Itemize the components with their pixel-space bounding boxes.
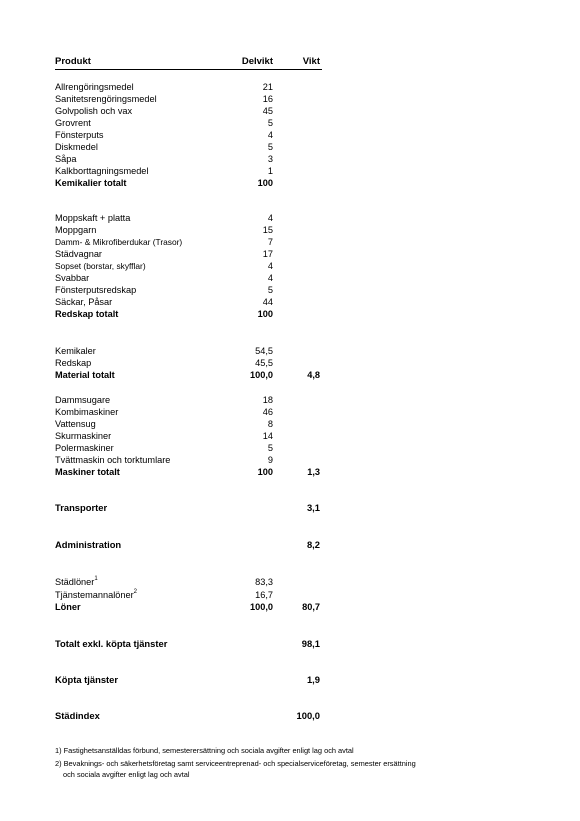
row-name: Maskiner totalt xyxy=(55,467,120,477)
row-delvikt: 45,5 xyxy=(255,358,273,368)
row-name: Skurmaskiner xyxy=(55,431,112,441)
row-name: Kemikaler xyxy=(55,346,96,356)
table-row xyxy=(0,272,580,284)
table-row xyxy=(0,442,580,454)
row-delvikt: 100 xyxy=(257,178,273,188)
column-header-produkt: Produkt xyxy=(55,56,91,67)
footnote-marker: 1 xyxy=(94,575,98,582)
column-header-delvikt: Delvikt xyxy=(241,56,273,67)
row-name: Fönsterputsredskap xyxy=(55,285,137,295)
row-name: Löner xyxy=(55,602,81,612)
row-delvikt: 5 xyxy=(267,285,273,295)
table-row xyxy=(0,117,580,129)
row-delvikt: 8 xyxy=(267,419,273,429)
table-row xyxy=(0,165,580,177)
row-name: Tjänstemannalöner$^2$ xyxy=(55,588,137,600)
table-row xyxy=(0,394,580,406)
table-row xyxy=(0,454,580,466)
footnote-2-continued: och sociala avgifter enligt lag och avtal xyxy=(63,770,190,779)
total-row-redskap xyxy=(0,308,580,320)
row-delvikt: 18 xyxy=(262,395,273,405)
table-row xyxy=(0,105,580,117)
total-row-kemikalier xyxy=(0,177,580,189)
table-row xyxy=(0,430,580,442)
table-row xyxy=(0,357,580,369)
row-delvikt: 100,0 xyxy=(250,370,273,380)
row-delvikt: 4 xyxy=(267,261,273,271)
table-row xyxy=(0,236,580,248)
row-name: Totalt exkl. köpta tjänster xyxy=(55,638,168,649)
row-delvikt: 100 xyxy=(257,467,273,477)
row-name: Sanitetsrengöringsmedel xyxy=(55,94,157,104)
row-delvikt: 3 xyxy=(267,154,273,164)
table-row xyxy=(0,345,580,357)
row-delvikt: 83,3 xyxy=(255,577,273,587)
row-name: Svabbar xyxy=(55,273,90,283)
table-row xyxy=(0,589,580,601)
row-name: Redskap xyxy=(55,358,92,368)
row-delvikt: 1 xyxy=(267,166,273,176)
table-row xyxy=(0,260,580,272)
row-vikt: 1,9 xyxy=(306,674,320,685)
row-delvikt: 5 xyxy=(267,142,273,152)
row-delvikt: 4 xyxy=(267,213,273,223)
row-name: Dammsugare xyxy=(55,395,111,405)
footnote-marker: 2 xyxy=(133,588,137,595)
table-row xyxy=(0,406,580,418)
row-name: Transporter xyxy=(55,502,108,513)
row-name: Allrengöringsmedel xyxy=(55,82,134,92)
table-row xyxy=(0,418,580,430)
row-delvikt: 14 xyxy=(262,431,273,441)
row-delvikt: 44 xyxy=(262,297,273,307)
row-name: Golvpolish och vax xyxy=(55,106,133,116)
row-name: Städvagnar xyxy=(55,249,102,259)
row-name: Såpa xyxy=(55,154,77,164)
row-delvikt: 5 xyxy=(267,118,273,128)
row-kopta-tjanster xyxy=(0,674,580,686)
row-vikt: 4,8 xyxy=(307,370,320,380)
table-row xyxy=(0,93,580,105)
row-name: Diskmedel xyxy=(55,142,98,152)
row-name: Tvättmaskin och torktumlare xyxy=(55,455,171,465)
table-row xyxy=(0,153,580,165)
row-delvikt: 17 xyxy=(262,249,273,259)
table-row xyxy=(0,129,580,141)
row-vikt: 1,3 xyxy=(307,467,320,477)
row-vikt: 80,7 xyxy=(302,602,320,612)
table-row xyxy=(0,81,580,93)
row-delvikt: 45 xyxy=(262,106,273,116)
row-name: Moppskaft + platta xyxy=(55,213,131,223)
row-name: Vattensug xyxy=(55,419,96,429)
row-name: Säckar, Påsar xyxy=(55,297,113,307)
row-name: Städindex xyxy=(55,710,100,721)
row-delvikt: 100 xyxy=(257,309,273,319)
row-name: Damm- & Mikrofiberdukar (Trasor) xyxy=(55,237,183,247)
row-vikt: 8,2 xyxy=(306,539,320,550)
table-row xyxy=(0,141,580,153)
row-stadindex xyxy=(0,710,580,722)
row-delvikt: 21 xyxy=(262,82,273,92)
row-name: Fönsterputs xyxy=(55,130,104,140)
total-row-maskiner xyxy=(0,466,580,478)
row-delvikt: 5 xyxy=(267,443,273,453)
total-row-loner xyxy=(0,601,580,613)
row-totalt-exkl xyxy=(0,638,580,650)
table-row xyxy=(0,576,580,588)
row-transporter xyxy=(0,502,580,514)
row-delvikt: 4 xyxy=(267,273,273,283)
row-name: Sopset (borstar, skyfflar) xyxy=(55,261,146,271)
row-delvikt: 4 xyxy=(267,130,273,140)
footnote-1: 1) Fastighetsanställdas förbund, semesterersättning och sociala avgifter enligt lag och avtal xyxy=(55,746,354,755)
row-vikt: 100,0 xyxy=(296,710,320,721)
row-name: Städlöner$^1$ xyxy=(55,575,98,587)
column-header-vikt: Vikt xyxy=(302,56,320,67)
row-delvikt: 7 xyxy=(267,237,273,247)
row-name: Kemikalier totalt xyxy=(55,178,127,188)
total-row-material xyxy=(0,369,580,381)
header-underline xyxy=(55,69,322,70)
row-delvikt: 15 xyxy=(262,225,273,235)
row-vikt: 3,1 xyxy=(306,502,320,513)
row-delvikt: 100,0 xyxy=(250,602,273,612)
table-row xyxy=(0,212,580,224)
row-name: Kalkborttagningsmedel xyxy=(55,166,149,176)
row-name: Köpta tjänster xyxy=(55,674,119,685)
row-vikt: 98,1 xyxy=(301,638,320,649)
row-delvikt: 16 xyxy=(262,94,273,104)
row-delvikt: 46 xyxy=(262,407,273,417)
table-row xyxy=(0,284,580,296)
footnote-2: 2) Bevaknings- och säkerhetsföretag samt serviceentreprenad- och specialserviceföretag, semester ersättning xyxy=(55,759,416,768)
row-name: Polermaskiner xyxy=(55,443,114,453)
table-row xyxy=(0,296,580,308)
row-name: Grovrent xyxy=(55,118,91,128)
table-row xyxy=(0,224,580,236)
row-name: Redskap totalt xyxy=(55,309,119,319)
row-delvikt: 16,7 xyxy=(255,590,273,600)
row-name: Material totalt xyxy=(55,370,115,380)
row-delvikt: 54,5 xyxy=(255,346,273,356)
row-name: Kombimaskiner xyxy=(55,407,119,417)
row-name: Moppgarn xyxy=(55,225,97,235)
row-delvikt: 9 xyxy=(267,455,273,465)
row-name: Administration xyxy=(55,539,122,550)
row-administration xyxy=(0,539,580,551)
table-row xyxy=(0,248,580,260)
